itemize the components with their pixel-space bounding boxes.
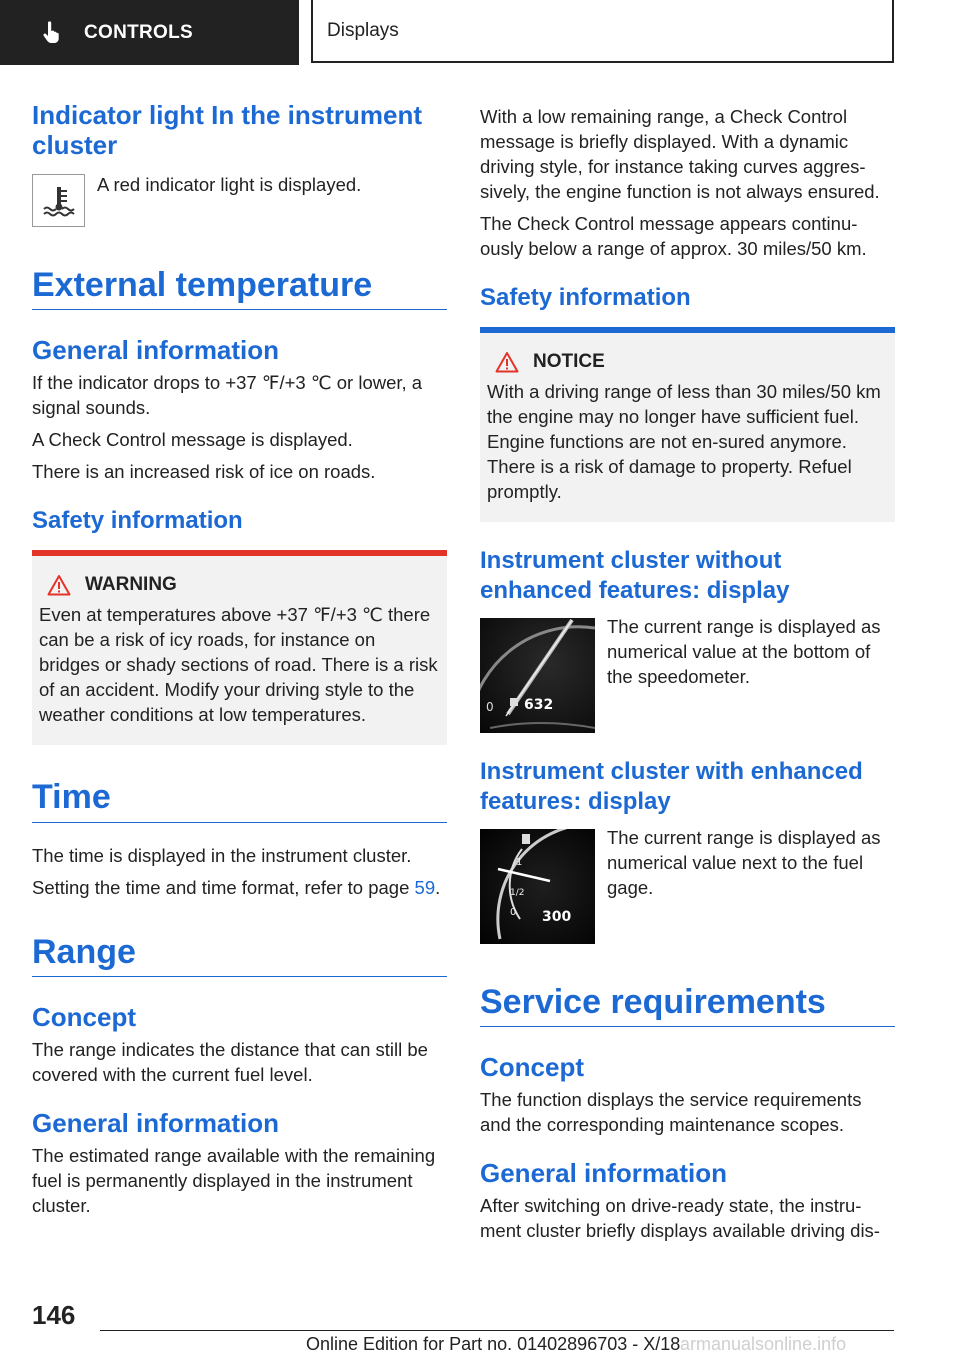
notice-triangle-icon bbox=[495, 351, 519, 373]
range-general-text: The estimated range available with the remaining fuel is permanently displayed in the instrument cluster. bbox=[32, 1144, 436, 1216]
edition-text: Online Edition for Part no. 01402896703 - X/18 bbox=[306, 1334, 681, 1354]
notice-text: With a driving range of less than 30 miles/50 km the engine may no longer have sufficient fuel. Engine functions are not en‐sured anymore. There is a risk of damage to property. Refuel promptly. bbox=[487, 381, 881, 502]
time-p1: The time is displayed in the instrument cluster. bbox=[32, 844, 412, 866]
time-p2 bbox=[32, 875, 447, 900]
service-section bbox=[480, 984, 895, 1027]
low-range-p2: The Check Control message appears continu‐ously below a range of approx. 30 miles/50 km. bbox=[480, 213, 867, 259]
without-text: The current range is displayed as numerical value at the bottom of the speedometer. bbox=[607, 616, 881, 687]
warning-triangle-icon bbox=[47, 574, 71, 596]
fuel-gauge-range-image bbox=[480, 829, 595, 944]
with-heading: Instrument cluster with enhanced features: display bbox=[480, 758, 863, 815]
range-value-300: 300 bbox=[542, 909, 572, 925]
with-text: The current range is displayed as numerical value next to the fuel gage. bbox=[607, 827, 881, 898]
external-temp-section bbox=[32, 267, 447, 310]
speedometer-range-image bbox=[480, 618, 595, 733]
left-column bbox=[32, 100, 447, 1218]
warning-text: Even at temperatures above +37 ℉/+3 ℃ there can be a risk of icy roads, for instance on bridges or shady sections of road. There is a risk of an accident. Modify your driving style to the weather conditions at low temperatures. bbox=[39, 604, 438, 726]
page-number: 146 bbox=[32, 1300, 76, 1330]
right-column bbox=[480, 104, 895, 1243]
general-info-p2: A Check Control message is displayed. bbox=[32, 429, 353, 451]
fuel-gauge-full: 1 bbox=[516, 857, 523, 868]
low-range-p1: With a low remaining range, a Check Control message is briefly displayed. With a dynamic driving style, for instance taking curves aggres‐sively, the engine function is not always ensured. bbox=[480, 106, 880, 202]
fuel-gauge-half: 1/2 bbox=[510, 888, 525, 898]
fuel-gauge-empty: 0 bbox=[510, 907, 517, 918]
range-section bbox=[32, 934, 447, 977]
time-section bbox=[32, 779, 447, 822]
with-row bbox=[480, 829, 895, 944]
page-link[interactable]: 59 bbox=[414, 876, 436, 898]
range-value-632: 632 bbox=[524, 697, 554, 713]
service-concept-heading: Concept bbox=[480, 1052, 584, 1083]
service-concept-text: The function displays the service requirements and the corresponding maintenance scopes. bbox=[480, 1089, 862, 1136]
chapter-tab-label: Displays bbox=[327, 19, 399, 41]
indicator-heading: Indicator light In the instrument cluster bbox=[32, 100, 422, 160]
section-tab-label: CONTROLS bbox=[84, 21, 194, 43]
general-info-heading: General information bbox=[32, 335, 280, 366]
range-general-heading: General information bbox=[32, 1107, 280, 1138]
watermark-site: armanualsonline.info bbox=[680, 1334, 847, 1354]
warning-box bbox=[32, 550, 447, 745]
chapter-tab bbox=[311, 0, 894, 63]
concept-text: The range indicates the distance that can still be covered with the current fuel level. bbox=[32, 1038, 428, 1085]
general-info-p1: If the indicator drops to +37 ℉/+3 ℃ or lower, a signal sounds. bbox=[32, 372, 423, 419]
safety-heading-right: Safety information bbox=[480, 284, 691, 311]
footer-divider bbox=[100, 1330, 894, 1331]
indicator-text: A red indicator light is displayed. bbox=[97, 174, 362, 195]
range-heading: Range bbox=[32, 932, 136, 971]
general-info-p3: There is an increased risk of ice on roads. bbox=[32, 461, 376, 483]
hand-pointer-icon bbox=[40, 21, 64, 45]
warning-title bbox=[47, 574, 439, 596]
safety-heading-left: Safety information bbox=[32, 507, 243, 535]
time-p2-text: Setting the time and time format, refer to page bbox=[32, 876, 415, 898]
notice-title bbox=[495, 351, 887, 373]
indicator-row bbox=[32, 174, 447, 227]
warning-label: WARNING bbox=[85, 574, 177, 596]
service-heading: Service requirements bbox=[480, 983, 826, 1021]
notice-label: NOTICE bbox=[533, 351, 605, 372]
coolant-temperature-icon bbox=[32, 174, 85, 227]
without-row bbox=[480, 618, 895, 733]
external-temp-heading: External temperature bbox=[32, 266, 373, 304]
section-tab-controls bbox=[0, 0, 299, 65]
time-heading: Time bbox=[32, 778, 111, 817]
without-heading: Instrument cluster without enhanced features: display bbox=[480, 547, 790, 604]
time-p2-end: . bbox=[435, 876, 441, 898]
service-general-heading: General information bbox=[480, 1158, 728, 1189]
speedometer-zero: 0 bbox=[486, 700, 494, 714]
service-general-text: After switching on drive-ready state, the instru‐ment cluster briefly displays available driving dis‐ bbox=[480, 1195, 880, 1242]
concept-heading: Concept bbox=[32, 1002, 136, 1033]
notice-box bbox=[480, 327, 895, 522]
